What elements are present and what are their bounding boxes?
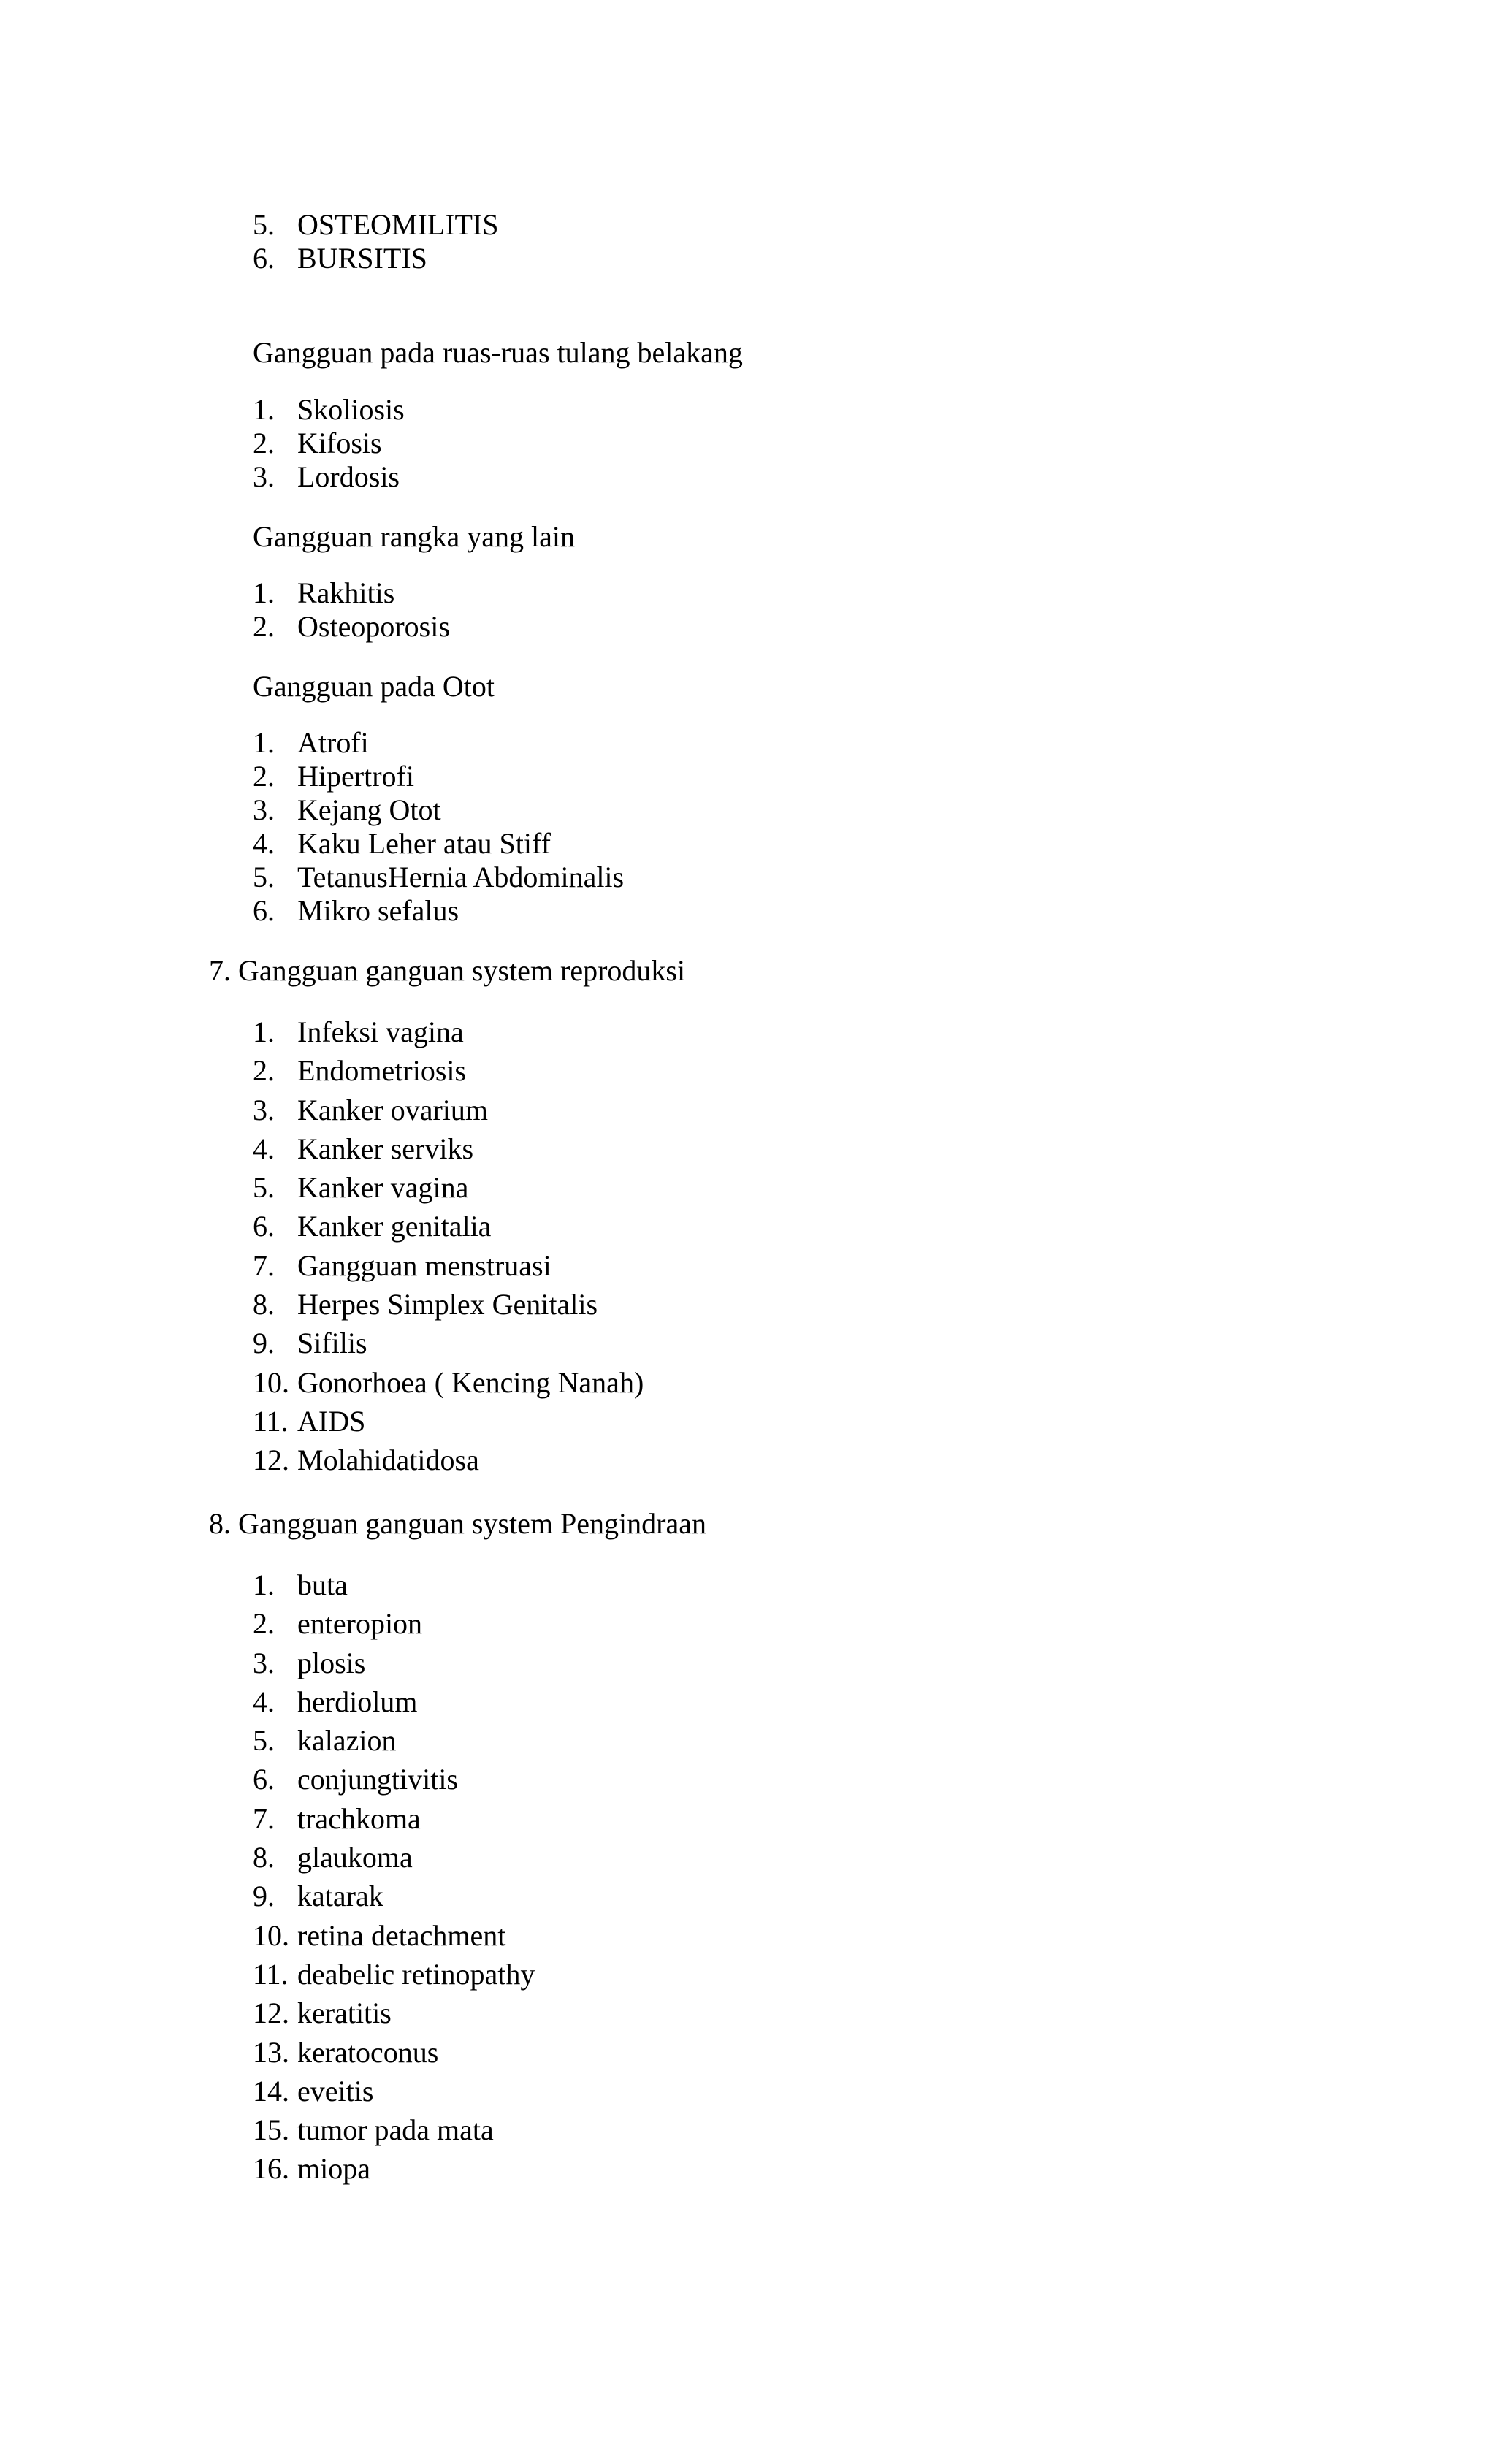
list-text: eveitis <box>297 2074 374 2108</box>
list-item <box>253 2149 535 2188</box>
list-text: conjungtivitis <box>297 1763 458 1796</box>
list-text: Kanker ovarium <box>297 1093 489 1126</box>
list-item <box>253 1091 644 1129</box>
list-item <box>253 1760 535 1799</box>
list-number: 12. <box>253 1443 289 1477</box>
senses-list <box>253 1565 535 2189</box>
list-text: Atrofi <box>297 726 369 759</box>
list-number: 3. <box>253 793 275 826</box>
list-number: 9. <box>253 1327 275 1360</box>
list-number: 1. <box>253 1015 275 1048</box>
list-number: 6. <box>253 1210 275 1243</box>
list-number: 2. <box>253 427 275 459</box>
list-item <box>253 760 624 793</box>
list-text: deabelic retinopathy <box>297 1957 535 1991</box>
list-text: Lordosis <box>297 460 400 493</box>
list-number: 5. <box>253 861 275 893</box>
reproductive-list <box>253 1012 644 1480</box>
list-number: 1. <box>253 393 275 426</box>
list-item <box>253 827 624 861</box>
list-text: Mikro sefalus <box>297 894 459 927</box>
list-number: 3. <box>253 460 275 493</box>
list-text: kalazion <box>297 1724 397 1758</box>
list-text: Gonorhoea ( Kencing Nanah) <box>297 1365 644 1399</box>
list-text: Gangguan menstruasi <box>297 1248 552 1282</box>
list-text: retina detachment <box>297 1918 506 1952</box>
list-item <box>253 242 499 275</box>
list-item <box>253 1363 644 1402</box>
list-item <box>253 1644 535 1682</box>
list-text: Infeksi vagina <box>297 1015 464 1048</box>
list-item <box>253 1565 535 1604</box>
list-number: 4. <box>253 1132 275 1165</box>
list-item <box>253 1402 644 1441</box>
list-text: Herpes Simplex Genitalis <box>297 1288 598 1321</box>
list-item <box>253 1955 535 1994</box>
list-text: glaukoma <box>297 1841 413 1874</box>
list-text: Kanker genitalia <box>297 1210 492 1243</box>
list-text: Kifosis <box>297 427 382 459</box>
section-heading-reproductive: 7. Gangguan ganguan system reproduksi <box>209 954 686 987</box>
list-item <box>253 1799 535 1838</box>
list-item <box>253 1441 644 1479</box>
list-number: 7. <box>253 1248 275 1282</box>
list-item <box>253 1129 644 1168</box>
list-text: OSTEOMILITIS <box>297 208 499 241</box>
list-number: 12. <box>253 1996 289 2030</box>
section-heading-spine: Gangguan pada ruas-ruas tulang belakang <box>253 336 743 369</box>
list-item <box>253 1838 535 1877</box>
list-item <box>253 393 405 427</box>
list-item <box>253 894 624 928</box>
list-text: Kanker vagina <box>297 1171 469 1205</box>
list-text: Kejang Otot <box>297 793 441 826</box>
list-text: enteropion <box>297 1607 423 1641</box>
spine-list <box>253 393 405 494</box>
list-item <box>253 726 624 760</box>
section-heading-other-skeletal: Gangguan rangka yang lain <box>253 520 575 553</box>
list-text: Sifilis <box>297 1327 367 1360</box>
list-item <box>253 1994 535 2032</box>
list-text: Kanker serviks <box>297 1132 474 1165</box>
list-number: 2. <box>253 1607 275 1641</box>
list-text: Skoliosis <box>297 393 405 426</box>
list-text: herdiolum <box>297 1685 418 1718</box>
list-item <box>253 1051 644 1090</box>
list-item <box>253 1246 644 1285</box>
list-number: 10. <box>253 1918 289 1952</box>
list-text: buta <box>297 1568 348 1601</box>
list-text: plosis <box>297 1646 366 1679</box>
list-item <box>253 1012 644 1051</box>
list-text: AIDS <box>297 1404 366 1438</box>
list-item <box>253 1168 644 1207</box>
list-number: 5. <box>253 1724 275 1758</box>
list-item <box>253 861 624 894</box>
list-number: 3. <box>253 1093 275 1126</box>
list-item <box>253 2033 535 2072</box>
list-number: 2. <box>253 1054 275 1088</box>
list-text: Endometriosis <box>297 1054 467 1088</box>
list-number: 11. <box>253 1957 289 1991</box>
list-number: 8. <box>253 1841 275 1874</box>
list-item <box>253 208 499 242</box>
list-text: BURSITIS <box>297 242 427 275</box>
continued-list <box>253 208 499 275</box>
list-number: 4. <box>253 827 275 860</box>
list-item <box>253 1285 644 1324</box>
list-number: 11. <box>253 1404 289 1438</box>
list-item <box>253 2072 535 2110</box>
list-text: Kaku Leher atau Stiff <box>297 827 551 860</box>
list-item <box>253 460 405 494</box>
list-number: 9. <box>253 1880 275 1913</box>
list-text: Hipertrofi <box>297 760 414 793</box>
list-item <box>253 2110 535 2149</box>
list-text: TetanusHernia Abdominalis <box>297 861 625 893</box>
list-text: trachkoma <box>297 1801 421 1835</box>
list-number: 2. <box>253 610 275 643</box>
list-text: Rakhitis <box>297 576 395 609</box>
list-number: 13. <box>253 2035 289 2069</box>
list-number: 6. <box>253 242 275 275</box>
list-number: 4. <box>253 1685 275 1718</box>
section-heading-muscle: Gangguan pada Otot <box>253 670 495 703</box>
list-text: Molahidatidosa <box>297 1443 479 1477</box>
list-number: 3. <box>253 1646 275 1679</box>
list-number: 2. <box>253 760 275 793</box>
list-number: 1. <box>253 726 275 759</box>
list-number: 1. <box>253 1568 275 1601</box>
other-skeletal-list <box>253 576 450 644</box>
list-number: 14. <box>253 2074 289 2108</box>
list-number: 6. <box>253 894 275 927</box>
list-item <box>253 427 405 460</box>
list-item <box>253 610 450 644</box>
list-number: 10. <box>253 1365 289 1399</box>
list-item <box>253 793 624 827</box>
list-number: 6. <box>253 1763 275 1796</box>
list-number: 5. <box>253 208 275 241</box>
section-heading-senses: 8. Gangguan ganguan system Pengindraan <box>209 1507 706 1540</box>
list-text: keratitis <box>297 1996 392 2030</box>
list-item <box>253 576 450 610</box>
list-number: 5. <box>253 1171 275 1205</box>
list-text: tumor pada mata <box>297 2113 494 2147</box>
list-item <box>253 1877 535 1915</box>
list-item <box>253 1207 644 1246</box>
list-number: 7. <box>253 1801 275 1835</box>
list-item <box>253 1604 535 1643</box>
list-number: 8. <box>253 1288 275 1321</box>
list-item <box>253 1916 535 1955</box>
list-number: 1. <box>253 576 275 609</box>
list-text: Osteoporosis <box>297 610 450 643</box>
list-number: 15. <box>253 2113 289 2147</box>
list-text: miopa <box>297 2152 370 2186</box>
list-item <box>253 1682 535 1721</box>
list-text: katarak <box>297 1880 383 1913</box>
list-item <box>253 1721 535 1760</box>
list-number: 16. <box>253 2152 289 2186</box>
muscle-list <box>253 726 624 928</box>
list-item <box>253 1324 644 1362</box>
list-text: keratoconus <box>297 2035 439 2069</box>
